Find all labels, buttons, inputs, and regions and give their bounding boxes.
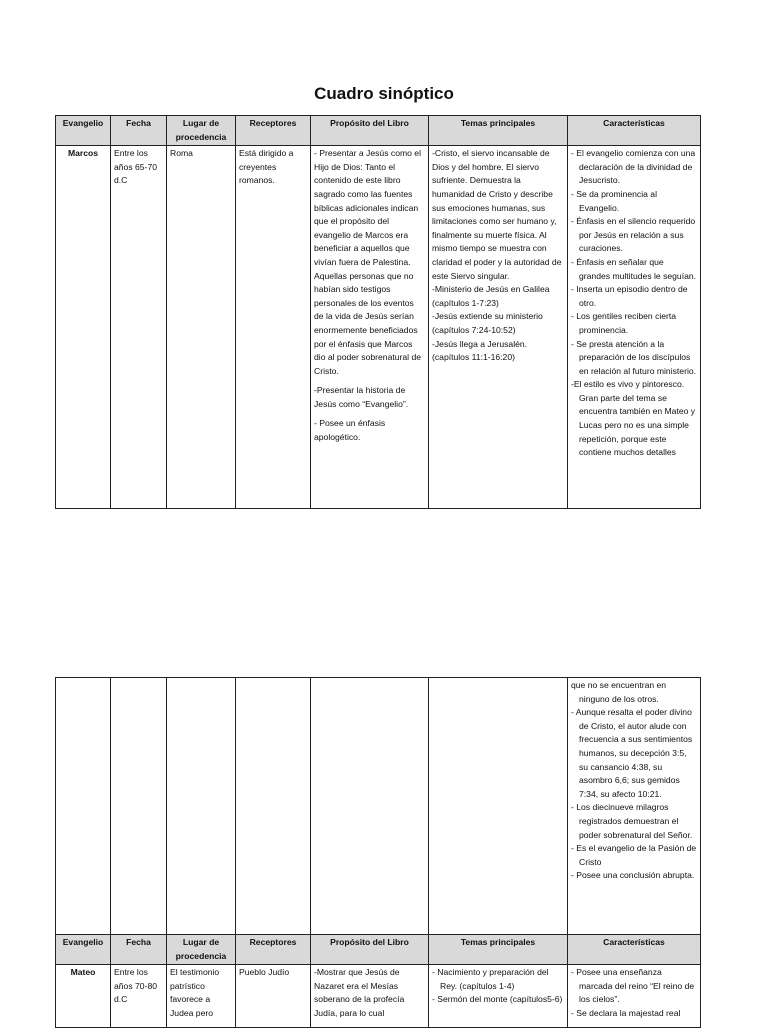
tema-item: -Cristo, el siervo incansable de Dios y del hombre. El siervo sufriente. Demuestra la humanidad de Cristo y describe sus emociones humanas, sus limitaciones como ser humano y, finalmente su muerte física. Al mismo tiempo se muestra con claridad el poder y la autoridad de este Siervo singular. [432, 148, 562, 281]
header-lugar: Lugar de procedencia [167, 116, 236, 146]
caracteristica-item: - Énfasis en el silencio requerido por Jesús en relación a sus curaciones. [571, 216, 696, 254]
cell-temas [429, 146, 568, 509]
cell-proposito [311, 146, 429, 509]
continuation-row [56, 678, 701, 935]
cell-empty [429, 678, 568, 935]
header-temas: Temas principales [429, 116, 568, 146]
header-lugar: Lugar de procedencia [167, 935, 236, 965]
header-fecha: Fecha [111, 935, 167, 965]
cell-empty [56, 678, 111, 935]
header-caracteristicas: Características [568, 935, 701, 965]
cell-evangelio: Mateo [56, 965, 111, 1028]
header-evangelio: Evangelio [56, 116, 111, 146]
tema-item: - Sermón del monte (capítulos5-6) [432, 994, 563, 1005]
tema-item: -Ministerio de Jesús en Galilea (capítulos 1-7:23) [432, 284, 550, 308]
table-header-row [56, 935, 701, 965]
table-header-row [56, 116, 701, 146]
caracteristica-item: - Énfasis en señalar que grandes multitudes le seguían. [571, 256, 697, 281]
caracteristica-item: - Los gentiles reciben cierta prominencia. [571, 311, 677, 335]
header-fecha: Fecha [111, 116, 167, 146]
cell-empty [311, 678, 429, 935]
header-proposito: Propósito del Libro [311, 116, 429, 146]
caracteristica-item: - Se presta atención a la preparación de los discípulos en relación al futuro ministerio. [571, 338, 697, 376]
caracteristica-item: -El estilo es vivo y pintoresco. Gran parte del tema se encuentra también en Mateo y Lucas pero no es una simple repetición, porque este contiene muchos detalles [571, 379, 696, 458]
cell-empty [111, 678, 167, 935]
caracteristica-item: - Posee una conclusión abrupta. [571, 870, 695, 881]
tema-item: -Jesús llega a Jerusalén. (capítulos 11:1-16:20) [432, 338, 528, 363]
caracteristica-item: - Posee una enseñanza marcada del reino “El reino de los cielos”. [571, 967, 695, 1005]
header-receptores: Receptores [236, 116, 311, 146]
proposito-item: - Posee un énfasis apologético. [314, 418, 386, 443]
cell-temas [429, 965, 568, 1028]
caracteristica-item: - Es el evangelio de la Pasión de Cristo [571, 843, 697, 867]
cell-evangelio: Marcos [56, 146, 111, 509]
caracteristica-item: que no se encuentran en ninguno de los otros. [571, 680, 667, 704]
caracteristica-item: - Se declara la majestad real [571, 1007, 681, 1018]
table-row [56, 965, 701, 1028]
cell-fecha: Entre los años 70-80 d.C [111, 965, 167, 1028]
proposito-item: - Presentar a Jesús como el Hijo de Dios: Tanto el contenido de este libro sagrado como las fuentes bíblicas adicionales indican que el propósito del evangelio de Marcos era beneficiar a aquellos que vivían fuera de Palestina. Aquellas personas que no habían sido testigos personales de los eventos de la vida de Jesús serían enormemente beneficiados por el énfasis que Marcos dio al poder sobrenatural de Cristo. [314, 148, 422, 376]
header-proposito: Propósito del Libro [311, 935, 429, 965]
cell-fecha: Entre los años 65-70 d.C [111, 146, 167, 509]
tema-item: -Jesús extiende su ministerio (capítulos 7:24-10:52) [432, 311, 543, 335]
cell-caracteristicas-cont [568, 678, 701, 935]
caracteristica-item: - Se da prominencia al Evangelio. [571, 188, 657, 213]
header-receptores: Receptores [236, 935, 311, 965]
header-temas: Temas principales [429, 935, 568, 965]
header-caracteristicas: Características [568, 116, 701, 146]
cell-proposito: -Mostrar que Jesús de Nazaret era el Mesías soberano de la profecía Judía, para lo cual [311, 965, 429, 1028]
header-evangelio: Evangelio [56, 935, 111, 965]
caracteristica-item: - Inserta un episodio dentro de otro. [571, 284, 688, 308]
caracteristica-item: - El evangelio comienza con una declaración de la divinidad de Jesucristo. [571, 148, 696, 186]
caracteristica-item: - Aunque resalta el poder divino de Cristo, el autor alude con frecuencia a sus sentimientos humanos, su decepción 3:5, su cansancio 4:38, su asombro 6,6; sus gemidos 7:34, su afecto 10:21. [571, 707, 693, 799]
page-title: Cuadro sinóptico [314, 84, 454, 103]
cell-caracteristicas [568, 965, 701, 1028]
synoptic-table-marcos [55, 115, 701, 509]
cell-lugar: Roma [167, 146, 236, 509]
caracteristica-item: - Los diecinueve milagros registrados demuestran el poder sobrenatural del Señor. [571, 802, 693, 840]
cell-receptores: Está dirigido a creyentes romanos. [236, 146, 311, 509]
table-row [56, 146, 701, 509]
cell-empty [236, 678, 311, 935]
proposito-item: -Presentar la historia de Jesús como “Evangelio”. [314, 385, 409, 409]
synoptic-table-mateo [55, 677, 701, 1028]
cell-empty [167, 678, 236, 935]
cell-caracteristicas [568, 146, 701, 509]
tema-item: - Nacimiento y preparación del Rey. (capítulos 1-4) [432, 967, 549, 991]
cell-receptores: Pueblo Judío [236, 965, 311, 1028]
cell-lugar: El testimonio patrístico favorece a Judea pero [167, 965, 236, 1028]
